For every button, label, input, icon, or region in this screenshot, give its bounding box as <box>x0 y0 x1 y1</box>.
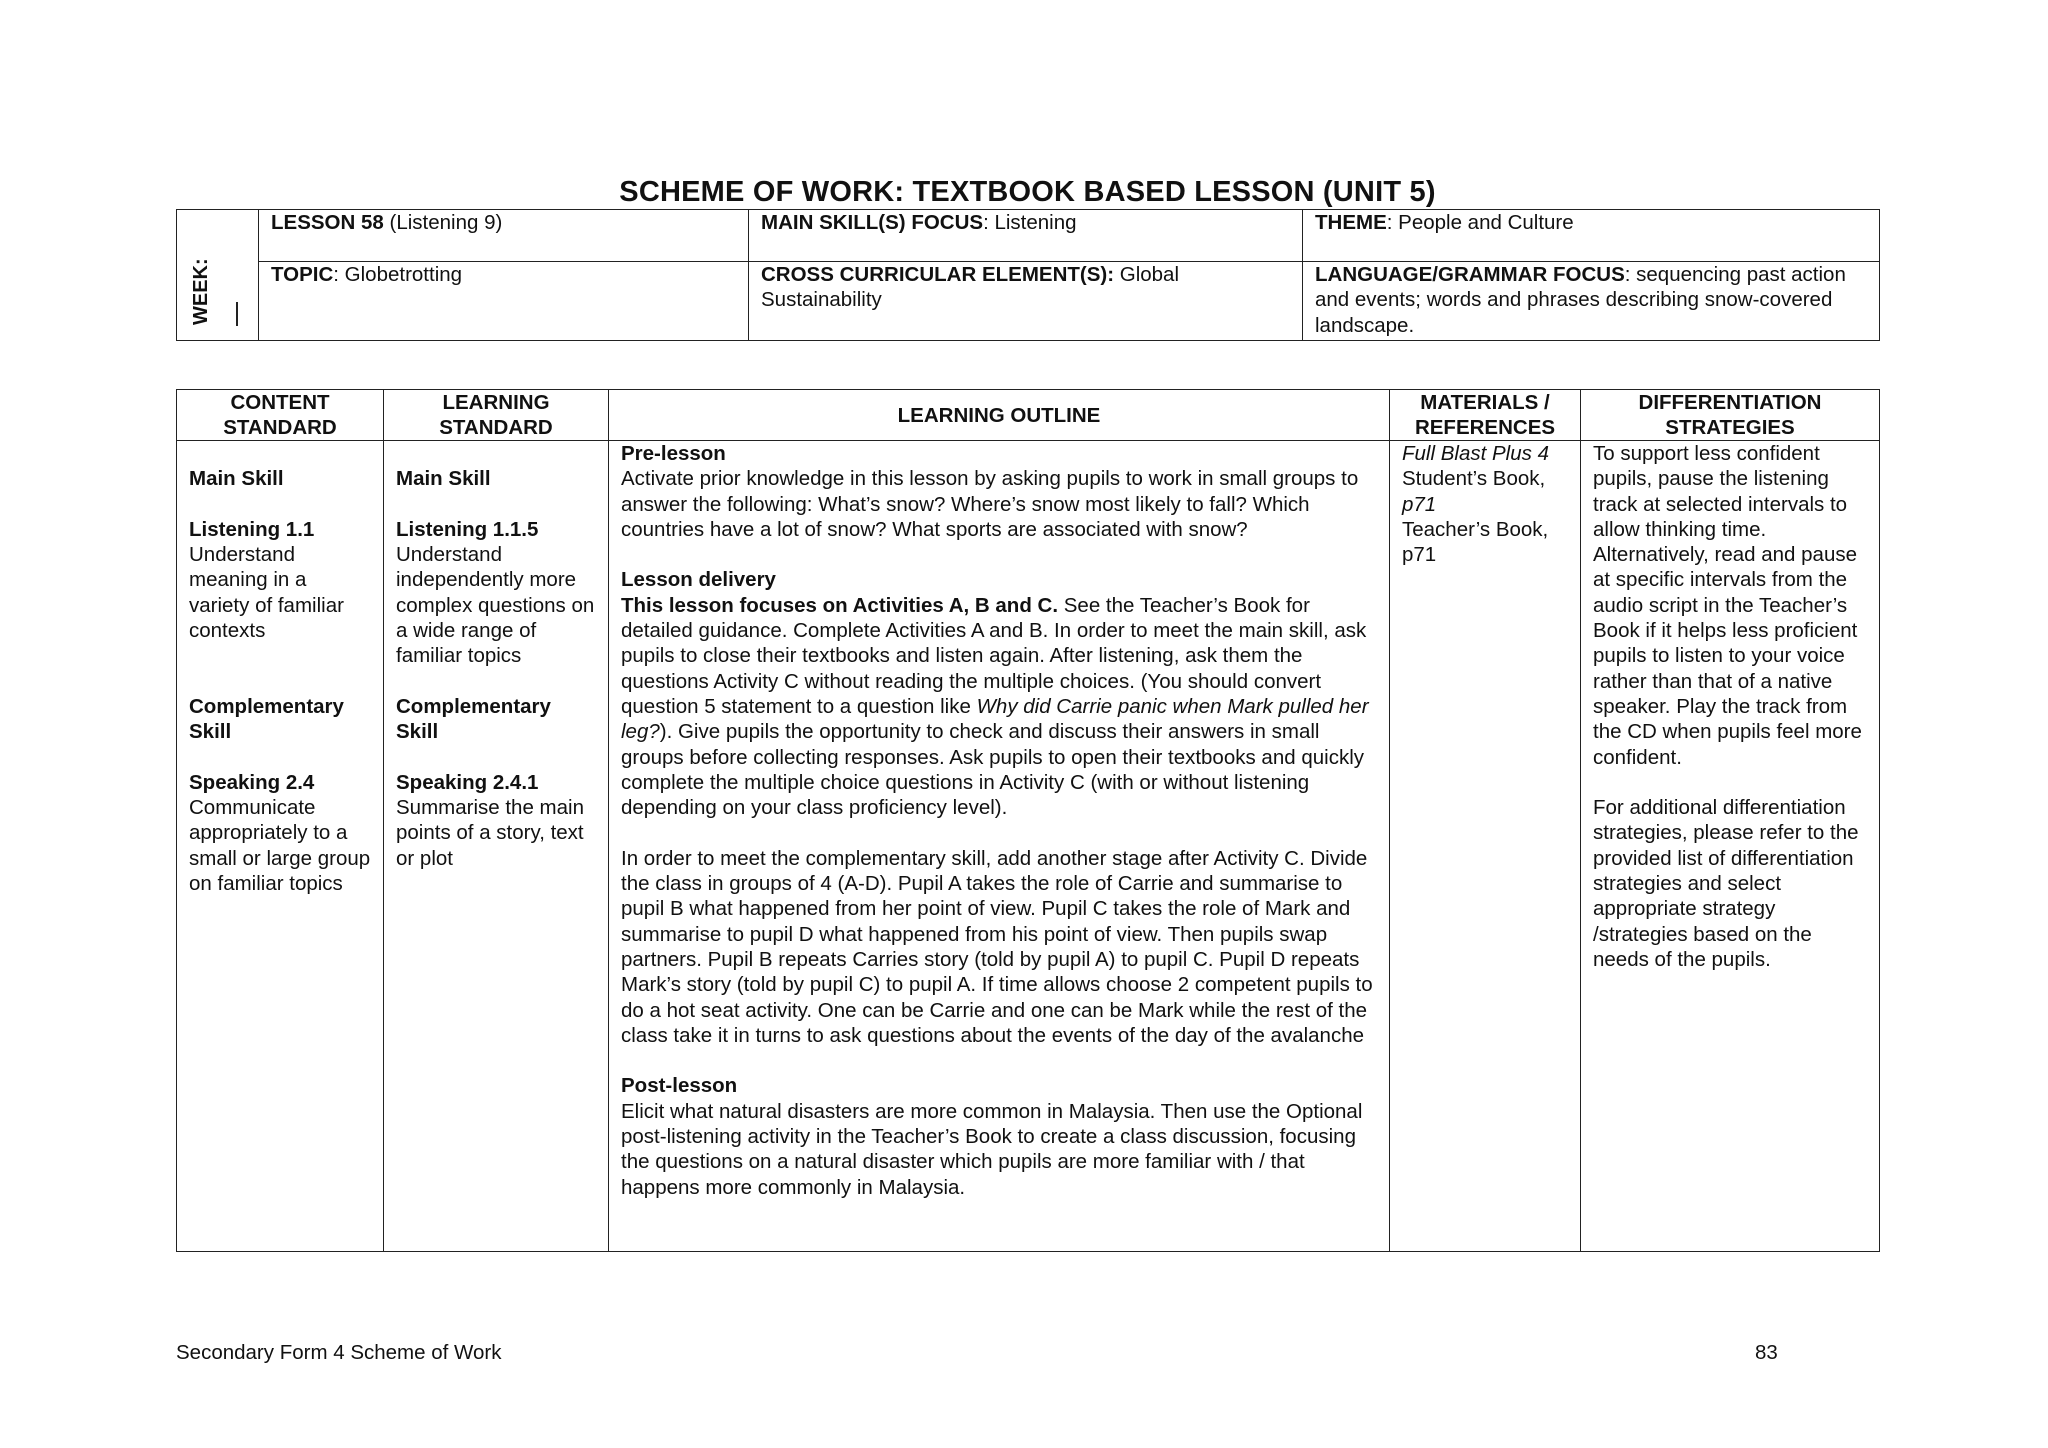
materials-book-title: Full Blast Plus 4 <box>1402 442 1549 465</box>
learning-outline-cell <box>609 441 1390 1252</box>
content-comp-code: Speaking 2.4 <box>189 770 315 794</box>
learning-comp-heading: Complementary Skill <box>396 694 551 744</box>
language-focus-value: : sequencing past action and events; words and phrases describing snow-covered landscape. <box>1315 263 1846 337</box>
learning-standard-cell <box>384 441 609 1252</box>
lesson-value: (Listening 9) <box>383 211 503 234</box>
materials-cell <box>1390 441 1581 1252</box>
differentiation-header: DIFFERENTIATION STRATEGIES <box>1581 390 1880 441</box>
main-skill-value: : Listening <box>983 211 1077 234</box>
differentiation-cell <box>1581 441 1880 1252</box>
differentiation-para-1: To support less confident pupils, pause the listening track at selected intervals to allow thinking time. Alternatively, read and pause at specific intervals from the audio script in the Teacher’s Book if it helps less proficient pupils to listen to your voice rather than that of a native speaker. Play the track from the CD when pupils feel more confident. <box>1593 442 1862 769</box>
content-standard-header: CONTENT STANDARD <box>177 390 384 441</box>
topic-value: : Globetrotting <box>333 263 463 286</box>
week-cell <box>177 210 259 341</box>
content-standard-cell <box>177 441 384 1252</box>
cross-curricular-value: Global Sustainability <box>761 263 1180 312</box>
lesson-delivery-heading: Lesson delivery <box>621 568 776 592</box>
content-main-desc: Understand meaning in a variety of familiar contexts <box>189 543 344 643</box>
theme-cell <box>1303 210 1880 262</box>
learning-standard-header: LEARNING STANDARD <box>384 390 609 441</box>
pre-lesson-text: Activate prior knowledge in this lesson by asking pupils to work in small groups to answer the following: What’s snow? Where’s snow most likely to fall? Which countries have a lot of snow? What sports are associated with snow? <box>621 467 1359 541</box>
pre-lesson-heading: Pre-lesson <box>621 442 726 465</box>
topic-label: TOPIC <box>271 263 334 286</box>
main-skill-label: MAIN SKILL(S) FOCUS <box>761 211 984 234</box>
week-label: WEEK: <box>190 258 212 325</box>
materials-students-book: Student’s Book, <box>1402 467 1546 491</box>
theme-label: THEME <box>1315 211 1387 234</box>
content-main-skill-heading: Main Skill <box>189 467 284 491</box>
learning-main-skill-heading: Main Skill <box>396 467 491 491</box>
language-focus-label: LANGUAGE/GRAMMAR FOCUS <box>1315 263 1625 286</box>
language-focus-cell <box>1303 262 1880 341</box>
materials-students-page: p71 <box>1402 492 1437 516</box>
cross-curricular-label: CROSS CURRICULAR ELEMENT(S): <box>761 263 1115 286</box>
differentiation-para-2: For additional differentiation strategies, please refer to the provided list of differentiation strategies and select appropriate strategy /strategies based on the needs of the pupils. <box>1593 796 1859 971</box>
footer-page-number: 83 <box>1755 1341 1778 1364</box>
cross-curricular-cell <box>749 262 1303 341</box>
content-main-code: Listening 1.1 <box>189 517 315 541</box>
materials-header: MATERIALS / REFERENCES <box>1390 390 1581 441</box>
main-skill-cell <box>749 210 1303 262</box>
materials-teachers-book: Teacher’s Book, <box>1402 517 1549 541</box>
topic-cell <box>259 262 749 341</box>
content-comp-desc: Communicate appropriately to a small or large group on familiar topics <box>189 796 371 896</box>
learning-comp-desc: Summarise the main points of a story, text or plot <box>396 796 584 870</box>
learning-outline-header: LEARNING OUTLINE <box>609 390 1390 441</box>
materials-teachers-page: p71 <box>1402 543 1437 567</box>
week-value-line <box>236 302 238 326</box>
complementary-stage-text: In order to meet the complementary skill, add another stage after Activity C. Divide the class in groups of 4 (A-D). Pupil A takes the role of Carrie and summarise to pupil B what happened from her point of view. Pupil C takes the role of Mark and summarise to pupil D what happened from his point of view. Then pupils swap partners. Pupil B repeats Carries story (told by pupil A) to pupil C. Pupil D repeats Mark’s story (told by pupil C) to pupil A. If time allows choose 2 competent pupils to do a hot seat activity. One can be Carrie and one can be Mark while the rest of the class take it in turns to ask questions about the events of the day of the avalanche <box>621 846 1373 1047</box>
post-lesson-heading: Post-lesson <box>621 1074 738 1098</box>
lesson-label: LESSON 58 <box>271 211 384 234</box>
learning-main-desc: Understand independently more complex questions on a wide range of familiar topics <box>396 543 595 668</box>
learning-main-code: Listening 1.1.5 <box>396 517 539 541</box>
learning-comp-code: Speaking 2.4.1 <box>396 770 539 794</box>
lesson-delivery-text: This lesson focuses on Activities A, B and C. See the Teacher’s Book for detailed guidance. Complete Activities A and B. In order to meet the main skill, ask pupils to close their textbooks and listen again. After listening, ask them the questions Activity C without reading the multiple choices. (You should convert question 5 statement to a question like Why did Carrie panic when Mark pulled her leg?). Give pupils the opportunity to check and discuss their answers in small groups before collecting responses. Ask pupils to open their textbooks and quickly complete the multiple choice questions in Activity C (with or without listening depending on your class proficiency level). <box>621 593 1369 820</box>
lesson-cell <box>259 210 749 262</box>
content-comp-heading: Complementary Skill <box>189 694 344 744</box>
page-title: SCHEME OF WORK: TEXTBOOK BASED LESSON (UNIT 5) <box>619 176 1436 208</box>
lesson-plan-table <box>176 389 1880 1252</box>
post-lesson-text: Elicit what natural disasters are more common in Malaysia. Then use the Optional post-listening activity in the Teacher’s Book to create a class discussion, focusing the questions on a natural disaster which pupils are more familiar with / that happens more commonly in Malaysia. <box>621 1099 1363 1199</box>
lesson-header-table <box>176 209 1880 341</box>
footer-document-title: Secondary Form 4 Scheme of Work <box>176 1341 502 1364</box>
theme-value: : People and Culture <box>1386 211 1574 234</box>
